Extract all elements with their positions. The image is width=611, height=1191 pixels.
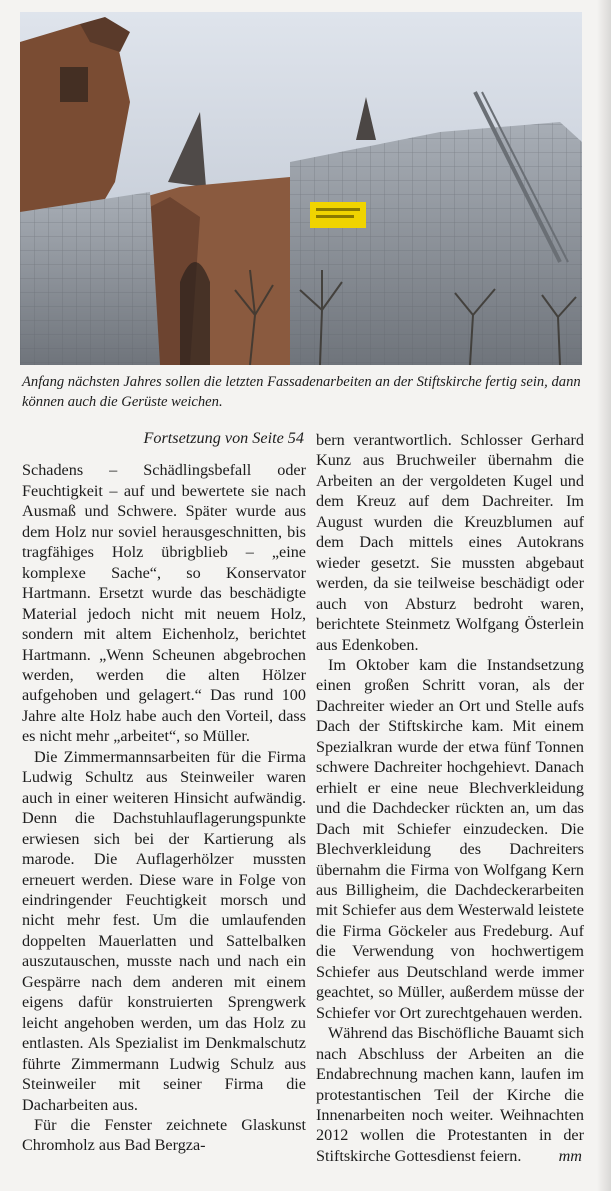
paragraph: Für die Fenster zeichnete Glaskunst Chromholz aus Bad Bergza- xyxy=(22,1115,306,1155)
paragraph: Die Zimmermannsarbeiten für die Firma Ludwig Schultz aus Steinweiler waren auch in einer weiteren Hinsicht aufwändig. Denn die Dachstuhlauflagerungspunkte erwiesen sich bei der Kartierung als marode. Die Auflagerhölzer mussten erneuert werden. Diese ware in Folge von eindringender Feuchtigkeit morsch und nicht mehr fest. Um die umlaufenden doppelten Mauerlatten und Sattelbalken auszutauschen, musste nach und nach ein Gespärre nach dem anderen mit einem eigens dafür konstruierten Sprengwerk leicht angehoben werden, um das Holz zu entlasten. Als Spezialist im Denkmalschutz führte Zimmermann Ludwig Schulz aus Steinweiler mit seiner Firma die Dacharbeiten aus. xyxy=(22,747,306,1114)
author-initials: mm xyxy=(558,1146,582,1165)
paragraph: bern verantwortlich. Schlosser Gerhard Kunz aus Bruchweiler übernahm die Arbeiten an der vergoldeten Kugel und dem Kreuz auf dem Dachreiter. Im August wurden die Kreuzblumen auf dem Dach mittels eines Autokrans wieder gesetzt. Sie mussten abgebaut werden, da sie teilweise beschädigt oder auch von Absturz bedroht waren, berichtete Steinmetz Wolfgang Österlein aus Edenkoben. xyxy=(316,431,584,654)
article-right-column xyxy=(316,430,584,1166)
paragraph xyxy=(316,1023,584,1166)
paragraph: Im Oktober kam die Instandsetzung einen großen Schritt voran, als der Dachreiter wieder an Ort und Stelle aufs Dach der Stiftskirche kam. Mit einem Spezialkran wurde der etwa fünf Tonnen schwere Dachreiter hochgehievt. Danach erhielt er eine neue Blechverkleidung und die Dachdecker rückten an, um das Dach mit Schiefer einzudecken. Die Blechverkleidung des Dachreiters übernahm die Firma von Wolfgang Kern aus Billigheim, die Dachdeckerarbeiten mit Schiefer aus dem Westerwald leistete die Firma Göckeler aus Fredeburg. Auf die Verwendung von hochwertigem Schiefer aus Deutschland werde immer geachtet, so Müller, außerdem müsse der Schiefer vor Ort zurechtgehauen werden. xyxy=(316,655,584,1022)
church-photo xyxy=(20,12,582,365)
continuation-note: Fortsetzung von Seite 54 xyxy=(143,429,304,447)
page-edge-shadow xyxy=(597,0,611,1191)
article-left-column xyxy=(22,428,306,1156)
paragraph: Schadens – Schädlingsbefall oder Feuchtigkeit – auf und bewertete sie nach Ausmaß und Schwere. Später wurde aus dem Holz nur soviel herausgeschnitten, bis tragfähiges Holz übrigblieb – „eine komplexe Sache“, so Konservator Hartmann. Ersetzt wurde das beschädigte Material jedoch nicht mit neuem Holz, sondern mit altem Eichenholz, berichtet Hartmann. „Wenn Scheunen abgebrochen werden, werden die alten Hölzer aufgehoben und gelagert.“ Das rund 100 Jahre alte Holz habe auch den Vorteil, dass es nicht mehr „arbeitet“, so Müller. xyxy=(22,461,306,746)
photo-caption: Anfang nächsten Jahres sollen die letzten Fassadenarbeiten an der Stiftskirche fertig sein, dann können auch die Gerüste weichen. xyxy=(22,374,581,410)
church-photo-illustration xyxy=(20,12,582,365)
paragraph-text: Während das Bischöfliche Bauamt sich nach Abschluss der Arbeiten an die Endabrechnung machen kann, laufen im protestantischen Teil der Kirche die Innenarbeiten noch weiter. Weihnachten 2012 wollen die Protestanten in der Stiftskirche Gottesdienst feiern. xyxy=(316,1024,584,1165)
